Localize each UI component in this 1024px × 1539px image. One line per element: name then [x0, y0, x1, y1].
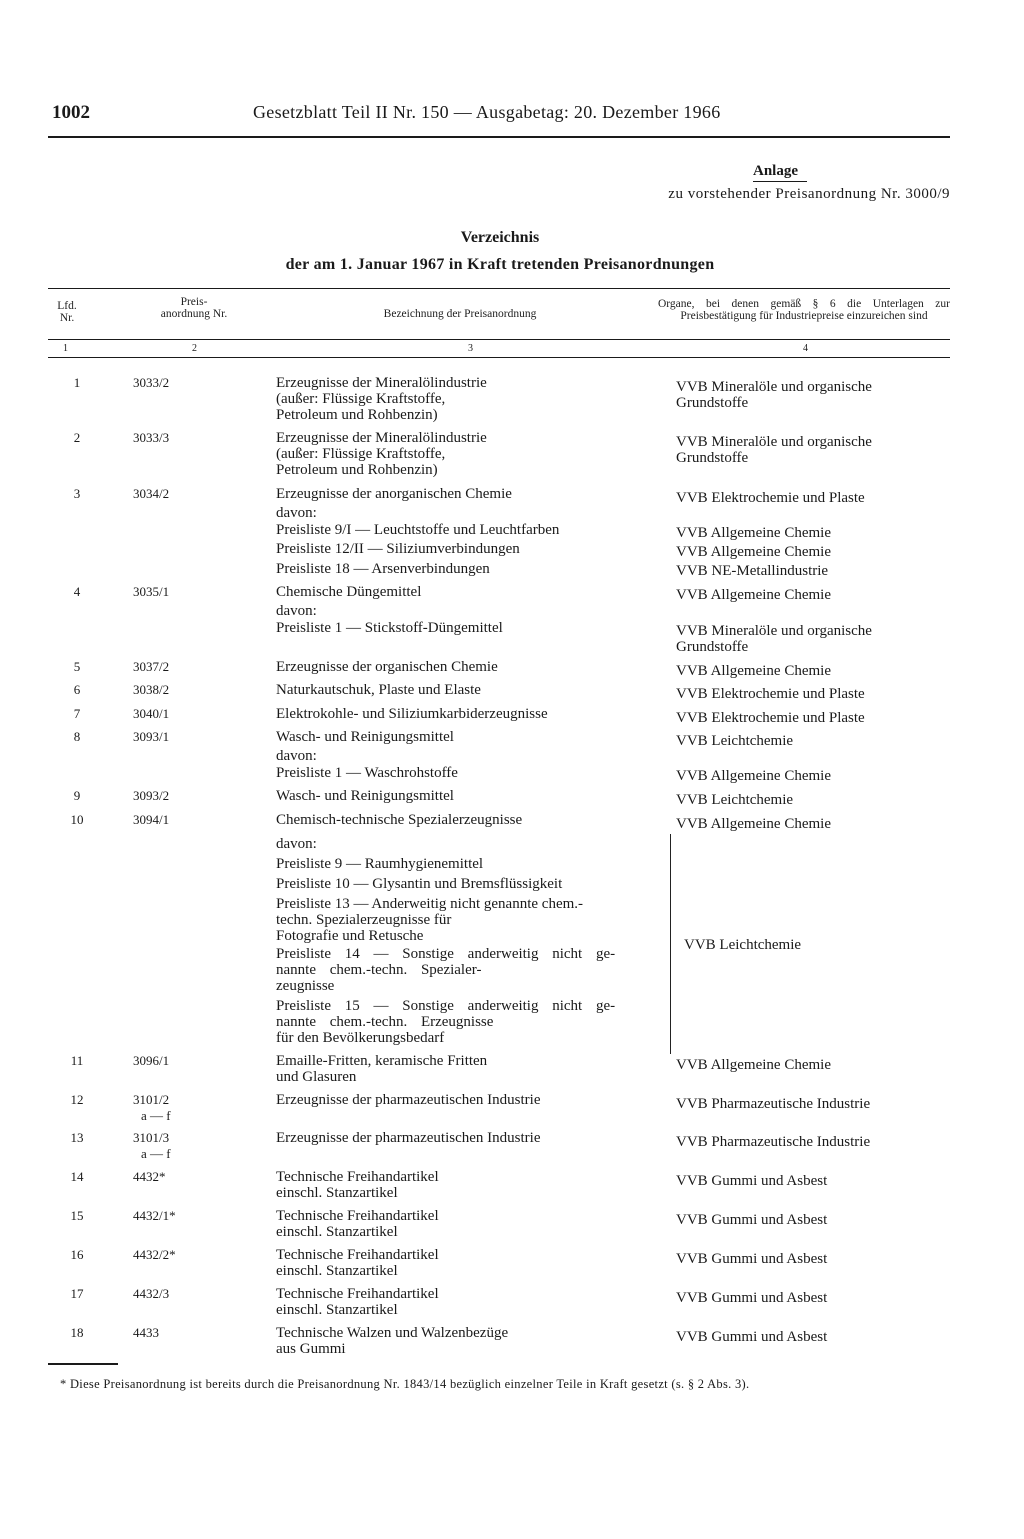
organ-line: VVB Allgemeine Chemie [676, 544, 831, 560]
row-number: 4 [73, 584, 81, 599]
title-line: einschl. Stanzartikel [276, 1263, 398, 1279]
organ-line: VVB Gummi und Asbest [676, 1212, 828, 1228]
column-number-2: 2 [192, 343, 197, 354]
price-order-number: 3040/1 [133, 706, 170, 721]
row-number: 13 [70, 1130, 84, 1145]
title-line: Erzeugnisse der Mineralölindustrie [276, 375, 487, 391]
title-line: Preisliste 1 — Stickstoff-Düngemittel [276, 620, 503, 636]
price-order-title [276, 430, 487, 478]
title-line: Preisliste 10 — Glysantin und Bremsflüssigkeit [276, 876, 563, 892]
header-rule [48, 136, 950, 138]
header-col-organe: Organe, bei denen gemäß § 6 die Unterlagen zur Preisbestätigung für Industriepreise einzureichen sind [658, 298, 950, 322]
column-number-rule [48, 357, 950, 358]
title-line: Erzeugnisse der pharmazeutischen Industrie [276, 1092, 541, 1108]
title-line: Emaille-Fritten, keramische Fritten [276, 1053, 488, 1069]
title-line: einschl. Stanzartikel [276, 1185, 398, 1201]
title-line: techn. Spezialerzeugnisse für [276, 912, 452, 928]
column-number-4: 4 [803, 343, 808, 354]
title-line: aus Gummi [276, 1341, 346, 1357]
organ-line: VVB Allgemeine Chemie [676, 663, 831, 679]
footnote-rule [48, 1363, 118, 1365]
title-line: Elektrokohle- und Siliziumkarbiderzeugnisse [276, 706, 548, 722]
header-separator-rule [48, 339, 950, 340]
title-line: davon: [276, 603, 317, 619]
price-order-number: 3101/3 a — f [133, 1130, 171, 1161]
organ-line: VVB Gummi und Asbest [676, 1173, 828, 1189]
title-line: Preisliste 1 — Waschrohstoffe [276, 765, 458, 781]
price-order-number: 4433 [133, 1325, 159, 1340]
annex-title: Anlage [753, 163, 798, 179]
list-subtitle: der am 1. Januar 1967 in Kraft tretenden Preisanordnungen [285, 256, 715, 273]
price-order-number: 3035/1 [133, 584, 170, 599]
title-line: Petroleum und Rohbenzin) [276, 462, 438, 478]
title-line: Technische Freihandartikel [276, 1286, 439, 1302]
price-order-title [276, 1130, 540, 1146]
title-line: Petroleum und Rohbenzin) [276, 407, 438, 423]
title-line: Technische Freihandartikel [276, 1208, 439, 1224]
organ-line: VVB Gummi und Asbest [676, 1251, 828, 1267]
row-number: 15 [70, 1208, 84, 1223]
header-col-bezeichnung: Bezeichnung der Preisanordnung [383, 308, 537, 320]
price-order-number: 3033/2 [133, 375, 170, 390]
title-line: zeugnisse [276, 978, 335, 994]
price-order-number: 4432/1* [133, 1208, 176, 1223]
organ-line: VVB Elektrochemie und Plaste [676, 710, 865, 726]
organ-group-brace [664, 834, 671, 1054]
price-order-title [276, 659, 498, 675]
row-number: 3 [73, 486, 81, 501]
price-order-title [276, 788, 454, 804]
title-line: Fotografie und Retusche [276, 928, 424, 944]
title-line: Preisliste 9 — Raumhygienemittel [276, 856, 484, 872]
organ-line: VVB Leichtchemie [676, 733, 794, 749]
organ-line: VVB Pharmazeutische Industrie [676, 1134, 871, 1150]
title-line: Preisliste 18 — Arsenverbindungen [276, 561, 490, 577]
organ-line: VVB Elektrochemie und Plaste [676, 686, 865, 702]
price-order-number: 3094/1 [133, 812, 170, 827]
footnote: * Diese Preisanordnung ist bereits durch die Preisanordnung Nr. 1843/14 bezüglich einzelner Teile in Kraft gesetzt (s. § 2 Abs. 3). [60, 1377, 750, 1391]
row-number: 10 [70, 812, 84, 827]
row-number: 2 [73, 430, 81, 445]
title-line: Erzeugnisse der organischen Chemie [276, 659, 498, 675]
title-line: Preisliste 14 — Sonstige anderweitig nicht ge- [276, 946, 616, 962]
price-order-number: 3096/1 [133, 1053, 170, 1068]
title-line: davon: [276, 748, 317, 764]
organ-line: Grundstoffe [676, 639, 749, 655]
price-order-title [276, 1286, 439, 1318]
price-order-number: 3034/2 [133, 486, 170, 501]
price-order-number: 3037/2 [133, 659, 170, 674]
organ-line: VVB Elektrochemie und Plaste [676, 490, 865, 506]
row-number: 8 [73, 729, 81, 744]
title-line: Chemische Düngemittel [276, 584, 422, 600]
column-number-1: 1 [63, 343, 68, 354]
organ-line: VVB Leichtchemie [676, 792, 794, 808]
organ-line: VVB Leichtchemie [684, 937, 802, 953]
price-order-number: 3093/2 [133, 788, 170, 803]
price-order-number: 4432/2* [133, 1247, 176, 1262]
annex-subtitle: zu vorstehender Preisanordnung Nr. 3000/9 [668, 186, 950, 202]
header-col-lfd-nr: Lfd. Nr. [57, 300, 77, 324]
price-order-title [276, 1208, 439, 1240]
title-line: Preisliste 12/II — Siliziumverbindungen [276, 541, 520, 557]
price-order-title [276, 682, 481, 698]
organ-line: VVB Gummi und Asbest [676, 1329, 828, 1345]
row-number: 16 [70, 1247, 84, 1262]
running-title: Gesetzblatt Teil II Nr. 150 — Ausgabetag: 20. Dezember 1966 [253, 102, 721, 122]
price-order-number: 4432* [133, 1169, 166, 1184]
title-line: Erzeugnisse der Mineralölindustrie [276, 430, 487, 446]
title-line: (außer: Flüssige Kraftstoffe, [276, 391, 446, 407]
annex-underline [753, 181, 807, 182]
organ-line: Grundstoffe [676, 395, 749, 411]
title-line: (außer: Flüssige Kraftstoffe, [276, 446, 446, 462]
title-line: Preisliste 13 — Anderweitig nicht genannte chem.- [276, 896, 584, 912]
title-line: Naturkautschuk, Plaste und Elaste [276, 682, 481, 698]
title-line: für den Bevölkerungsbedarf [276, 1030, 445, 1046]
organ-line: VVB Allgemeine Chemie [676, 816, 831, 832]
price-order-title [276, 1325, 508, 1357]
price-order-title [276, 706, 548, 722]
row-number: 7 [73, 706, 81, 721]
title-line: davon: [276, 505, 317, 521]
row-number: 5 [73, 659, 81, 674]
row-number: 1 [73, 375, 81, 390]
price-order-number: 3101/2 a — f [133, 1092, 171, 1123]
row-number: 12 [70, 1092, 84, 1107]
price-order-title [276, 1053, 487, 1085]
organ-line: VVB Allgemeine Chemie [676, 587, 831, 603]
title-line: und Glasuren [276, 1069, 357, 1085]
price-order-title [276, 1169, 439, 1201]
title-line: Wasch- und Reinigungsmittel [276, 788, 454, 804]
row-number: 17 [70, 1286, 84, 1301]
table-top-rule [48, 288, 950, 289]
organ-line: VVB Mineralöle und organische [676, 434, 872, 450]
organ-line: VVB Mineralöle und organische [676, 379, 872, 395]
title-line: Erzeugnisse der pharmazeutischen Industrie [276, 1130, 541, 1146]
title-line: davon: [276, 836, 317, 852]
price-order-number: 3033/3 [133, 430, 170, 445]
organ-line: VVB Pharmazeutische Industrie [676, 1096, 871, 1112]
title-line: Preisliste 9/I — Leuchtstoffe und Leuchtfarben [276, 522, 560, 538]
page-number: 1002 [52, 102, 90, 123]
title-line: Wasch- und Reinigungsmittel [276, 729, 454, 745]
title-line: einschl. Stanzartikel [276, 1302, 398, 1318]
organ-line: VVB Allgemeine Chemie [676, 1057, 831, 1073]
organ-line: VVB Allgemeine Chemie [676, 768, 831, 784]
row-number: 11 [70, 1053, 84, 1068]
organ-line: VVB NE-Metallindustrie [676, 563, 829, 579]
title-line: Technische Walzen und Walzenbezüge [276, 1325, 509, 1341]
title-line: einschl. Stanzartikel [276, 1224, 398, 1240]
price-order-number: 3093/1 [133, 729, 170, 744]
price-order-title [276, 375, 487, 423]
title-line: Erzeugnisse der anorganischen Chemie [276, 486, 512, 502]
row-number: 9 [73, 788, 81, 803]
price-order-number: 3038/2 [133, 682, 170, 697]
row-number: 6 [73, 682, 81, 697]
list-title: Verzeichnis [460, 229, 540, 246]
organ-line: VVB Mineralöle und organische [676, 623, 872, 639]
title-line: Preisliste 15 — Sonstige anderweitig nicht ge- [276, 998, 616, 1014]
title-line: Chemisch-technische Spezialerzeugnisse [276, 812, 523, 828]
title-line: Technische Freihandartikel [276, 1169, 439, 1185]
organ-line: VVB Allgemeine Chemie [676, 525, 831, 541]
row-number: 14 [70, 1169, 84, 1184]
title-line: nannte chem.-techn. Spezialer- [276, 962, 482, 978]
title-line: nannte chem.-techn. Erzeugnisse [276, 1014, 494, 1030]
organ-line: Grundstoffe [676, 450, 749, 466]
row-number: 18 [70, 1325, 84, 1340]
column-number-3: 3 [468, 343, 473, 354]
organ-line: VVB Gummi und Asbest [676, 1290, 828, 1306]
price-order-title [276, 1092, 540, 1108]
title-line: Technische Freihandartikel [276, 1247, 439, 1263]
price-order-title [276, 1247, 439, 1279]
header-col-preisanordnung: Preis- anordnung Nr. [160, 296, 228, 320]
price-order-number: 4432/3 [133, 1286, 170, 1301]
